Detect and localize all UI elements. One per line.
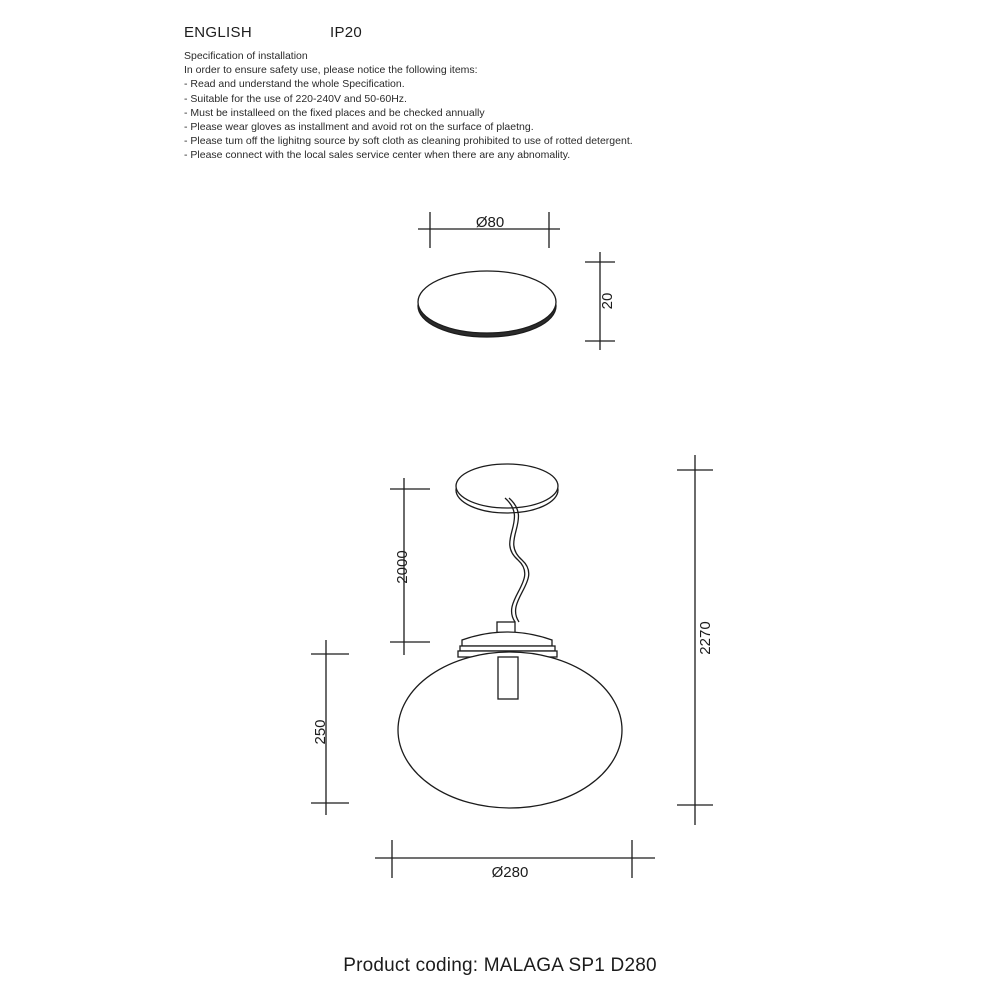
product-coding: Product coding: MALAGA SP1 D280 <box>343 955 657 976</box>
language-label: ENGLISH <box>184 24 252 41</box>
specification-item: - Suitable for the use of 220-240V and 50-60Hz. <box>184 92 407 105</box>
pendant-lamp <box>398 464 622 808</box>
shade-gallery <box>462 632 552 646</box>
specification-item: - Read and understand the whole Specification. <box>184 78 405 91</box>
ip-rating-label: IP20 <box>330 24 363 41</box>
shade-height-label: 250 <box>312 719 329 745</box>
specification-item: - Please connect with the local sales service center when there are any abnomality. <box>184 149 571 162</box>
total-height-dimension <box>677 455 714 825</box>
shade-height-dimension <box>311 640 349 815</box>
shade-diameter-label: Ø280 <box>491 864 529 881</box>
total-height-label: 2270 <box>697 621 714 655</box>
specification-item: - Must be installeed on the fixed places and be checked annually <box>184 106 485 119</box>
specification-title: Specification of installation <box>184 50 308 62</box>
canopy-detail <box>418 212 616 350</box>
ceiling-canopy-top <box>456 464 558 508</box>
shade-diameter-dimension <box>375 840 655 881</box>
cable-length-label: 2000 <box>394 550 411 584</box>
specification-item: - Please wear gloves as installment and avoid rot on the surface of plaetng. <box>184 121 534 134</box>
canopy-diameter-label: Ø80 <box>475 214 505 231</box>
specification-intro: In order to ensure safety use, please notice the following items: <box>184 64 478 77</box>
shade-ring <box>460 646 555 651</box>
specification-item: - Please tum off the lighitng source by soft cloth as cleaning prohibited to use of rotted detergent. <box>184 135 633 148</box>
canopy-disc-top <box>418 271 556 333</box>
cable-length-dimension <box>390 478 430 655</box>
lamp-holder <box>498 657 518 699</box>
canopy-height-label: 20 <box>599 292 616 310</box>
